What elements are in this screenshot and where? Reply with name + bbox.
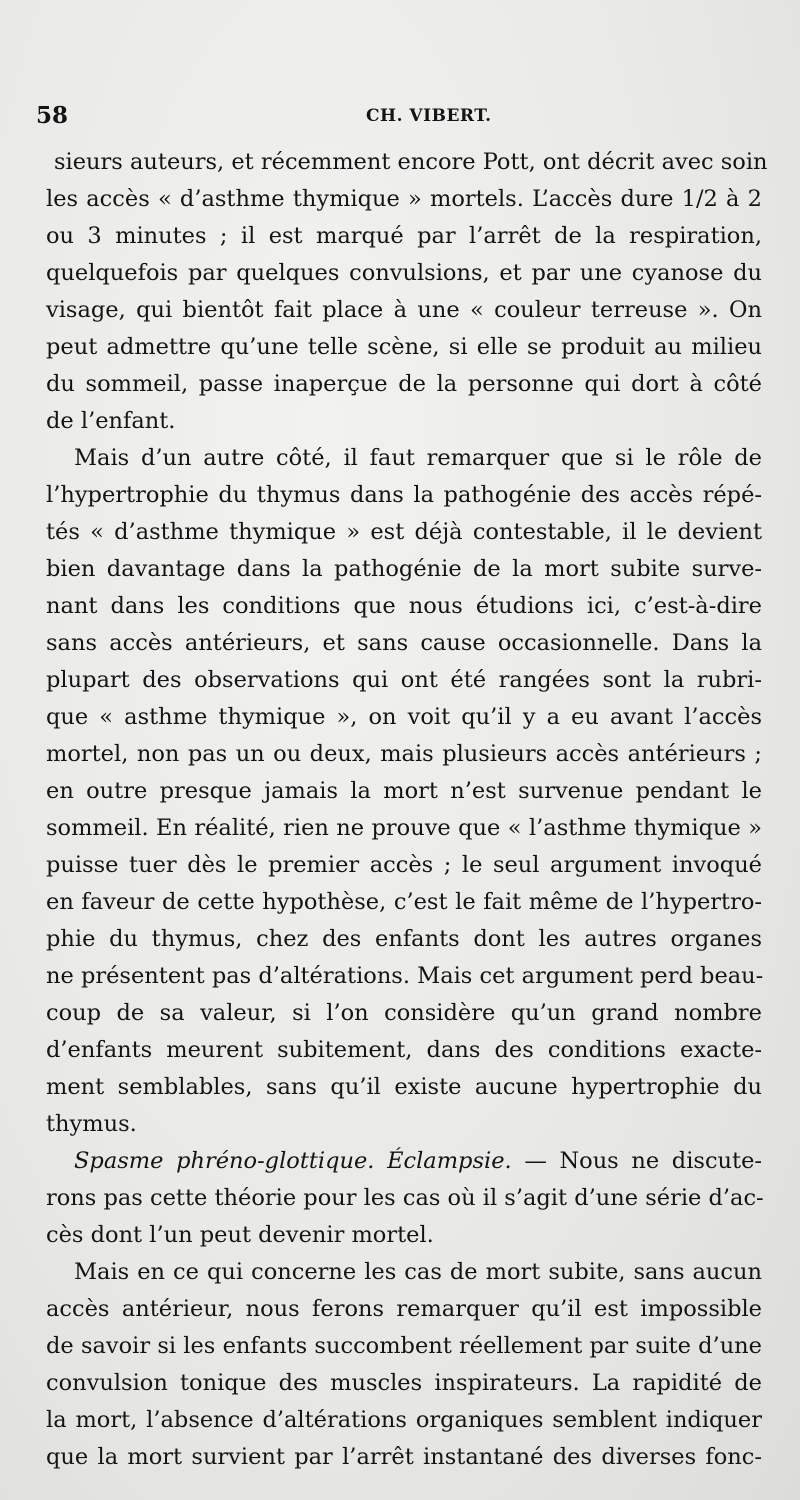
section-heading-line — [46, 1143, 762, 1180]
text-line: rons pas cette théorie pour les cas où il s’agit d’une série d’ac- — [46, 1185, 764, 1211]
text-line: mortel, non pas un ou deux, mais plusieurs accès antérieurs ; — [46, 741, 762, 767]
text-line: ou 3 minutes ; il est marqué par l’arrêt de la respiration, — [46, 223, 762, 249]
running-head: CH. VIBERT. — [366, 106, 492, 126]
text-line: en faveur de cette hypothèse, c’est le fait même de l’hypertro- — [46, 889, 762, 915]
text-line: Mais en ce qui concerne les cas de mort subite, sans aucun — [74, 1259, 762, 1285]
text-line: plupart des observations qui ont été rangées sont la rubri- — [46, 667, 762, 693]
text-line: en outre presque jamais la mort n’est survenue pendant le — [46, 778, 762, 804]
text-line: puisse tuer dès le premier accès ; le seul argument invoqué — [46, 852, 762, 878]
text-line: peut admettre qu’une telle scène, si elle se produit au milieu — [46, 334, 762, 360]
text-line: bien davantage dans la pathogénie de la mort subite surve- — [46, 556, 762, 582]
text-line: visage, qui bientôt fait place à une « couleur terreuse ». On — [46, 297, 762, 323]
text-line: phie du thymus, chez des enfants dont les autres organes — [46, 926, 762, 952]
text-line: que « asthme thymique », on voit qu’il y a eu avant l’accès — [46, 704, 762, 730]
text-line: cès dont l’un peut devenir mortel. — [46, 1222, 434, 1248]
page-number: 58 — [36, 102, 69, 129]
section-heading: Spasme phréno-glottique. Éclampsie. — [74, 1148, 512, 1174]
text-line: quelquefois par quelques convulsions, et par une cyanose du — [46, 260, 762, 286]
text-line: que la mort survient par l’arrêt instantané des diverses fonc- — [46, 1444, 762, 1470]
text-fragment: — Nous ne discute- — [524, 1148, 763, 1174]
text-line: sieurs auteurs, et récemment encore Pott, ont décrit avec soin — [54, 149, 768, 175]
text-line: la mort, l’absence d’altérations organiques semblent indiquer — [46, 1407, 762, 1433]
text-line: coup de sa valeur, si l’on considère qu’un grand nombre — [46, 1000, 762, 1026]
text-line: Mais d’un autre côté, il faut remarquer que si le rôle de — [74, 445, 762, 471]
text-line: du sommeil, passe inaperçue de la personne qui dort à côté — [46, 371, 762, 397]
page-header — [36, 100, 766, 134]
text-line: nant dans les conditions que nous étudions ici, c’est-à-dire — [46, 593, 762, 619]
text-line: sans accès antérieurs, et sans cause occasionnelle. Dans la — [46, 630, 762, 656]
text-line: convulsion tonique des muscles inspirateurs. La rapidité de — [46, 1370, 762, 1396]
text-line: ment semblables, sans qu’il existe aucune hypertrophie du — [46, 1074, 762, 1100]
text-line: ne présentent pas d’altérations. Mais cet argument perd beau- — [46, 963, 764, 989]
text-line: d’enfants meurent subitement, dans des conditions exacte- — [46, 1037, 762, 1063]
text-line: l’hypertrophie du thymus dans la pathogénie des accès répé- — [46, 482, 762, 508]
body-text — [46, 144, 768, 1476]
text-line: de savoir si les enfants succombent réellement par suite d’une — [46, 1333, 762, 1359]
text-line: thymus. — [46, 1111, 137, 1137]
text-line: les accès « d’asthme thymique » mortels. L’accès dure 1/2 à 2 — [46, 186, 762, 212]
text-line: tés « d’asthme thymique » est déjà contestable, il le devient — [46, 519, 762, 545]
text-line: de l’enfant. — [46, 408, 176, 434]
text-line: accès antérieur, nous ferons remarquer qu’il est impossible — [46, 1296, 762, 1322]
text-line: sommeil. En réalité, rien ne prouve que « l’asthme thymique » — [46, 815, 762, 841]
